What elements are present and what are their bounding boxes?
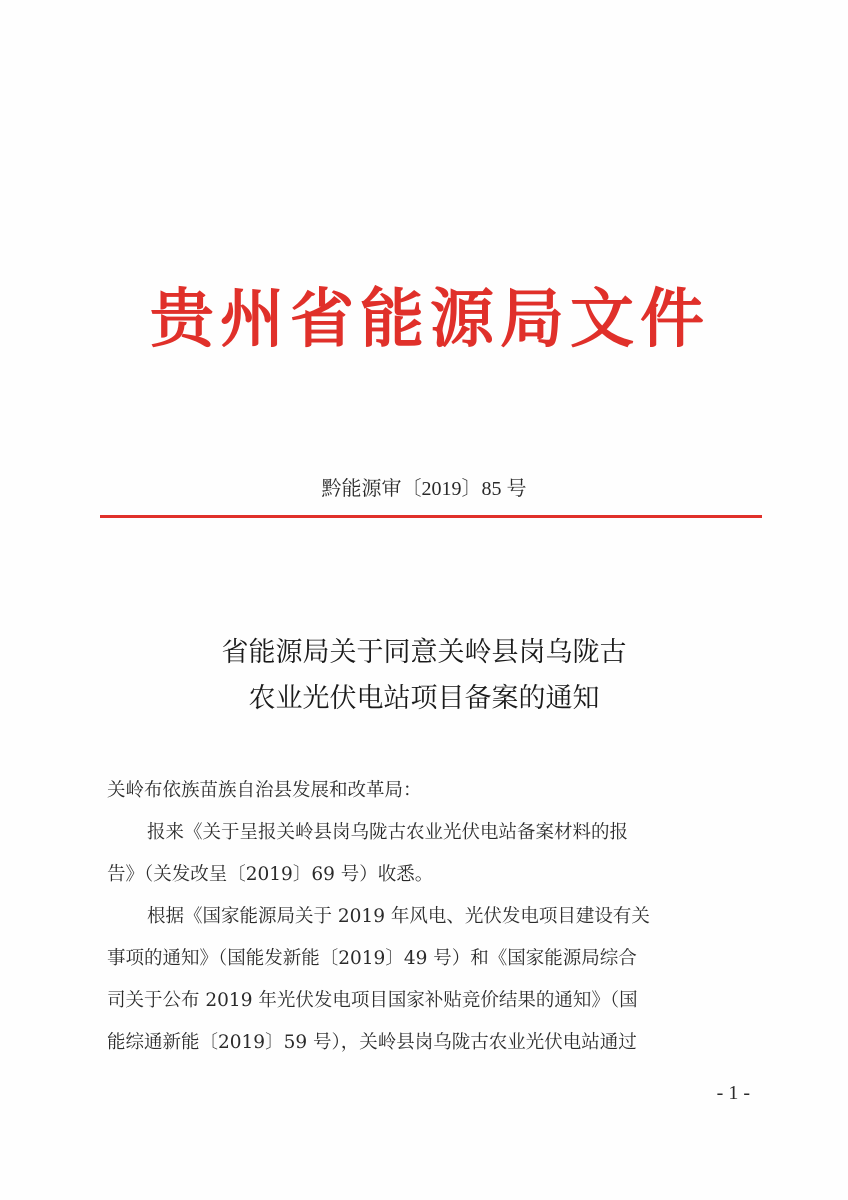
paragraph-2-line-3: 司关于公布 2019 年光伏发电项目国家补贴竞价结果的通知》（国	[107, 990, 638, 1011]
paragraph-2-line-1: 根据《国家能源局关于 2019 年风电、光伏发电项目建设有关	[147, 906, 650, 927]
paragraph-1-line-2: 告》（关发改呈〔2019〕69 号）收悉。	[107, 864, 434, 885]
body-text	[107, 770, 747, 1064]
paragraph-1-line-1: 报来《关于呈报关岭县岗乌陇古农业光伏电站备案材料的报	[147, 822, 629, 843]
document-number: 黔能源审〔2019〕85 号	[321, 478, 527, 500]
paragraph-2-line-2: 事项的通知》（国能发新能〔2019〕49 号）和《国家能源局综合	[107, 948, 637, 969]
notice-title-line-1: 省能源局关于同意关岭县岗乌陇古	[221, 637, 627, 668]
addressee: 关岭布依族苗族自治县发展和改革局：	[107, 780, 422, 801]
page-number: - 1 -	[716, 1082, 750, 1104]
notice-title	[0, 630, 848, 722]
masthead-title: 贵州省能源局文件	[150, 282, 710, 357]
paragraph-2-line-4: 能综通新能〔2019〕59 号），关岭县岗乌陇古农业光伏电站通过	[107, 1032, 637, 1053]
red-separator-line	[100, 515, 762, 518]
notice-title-line-2: 农业光伏电站项目备案的通知	[248, 683, 600, 714]
